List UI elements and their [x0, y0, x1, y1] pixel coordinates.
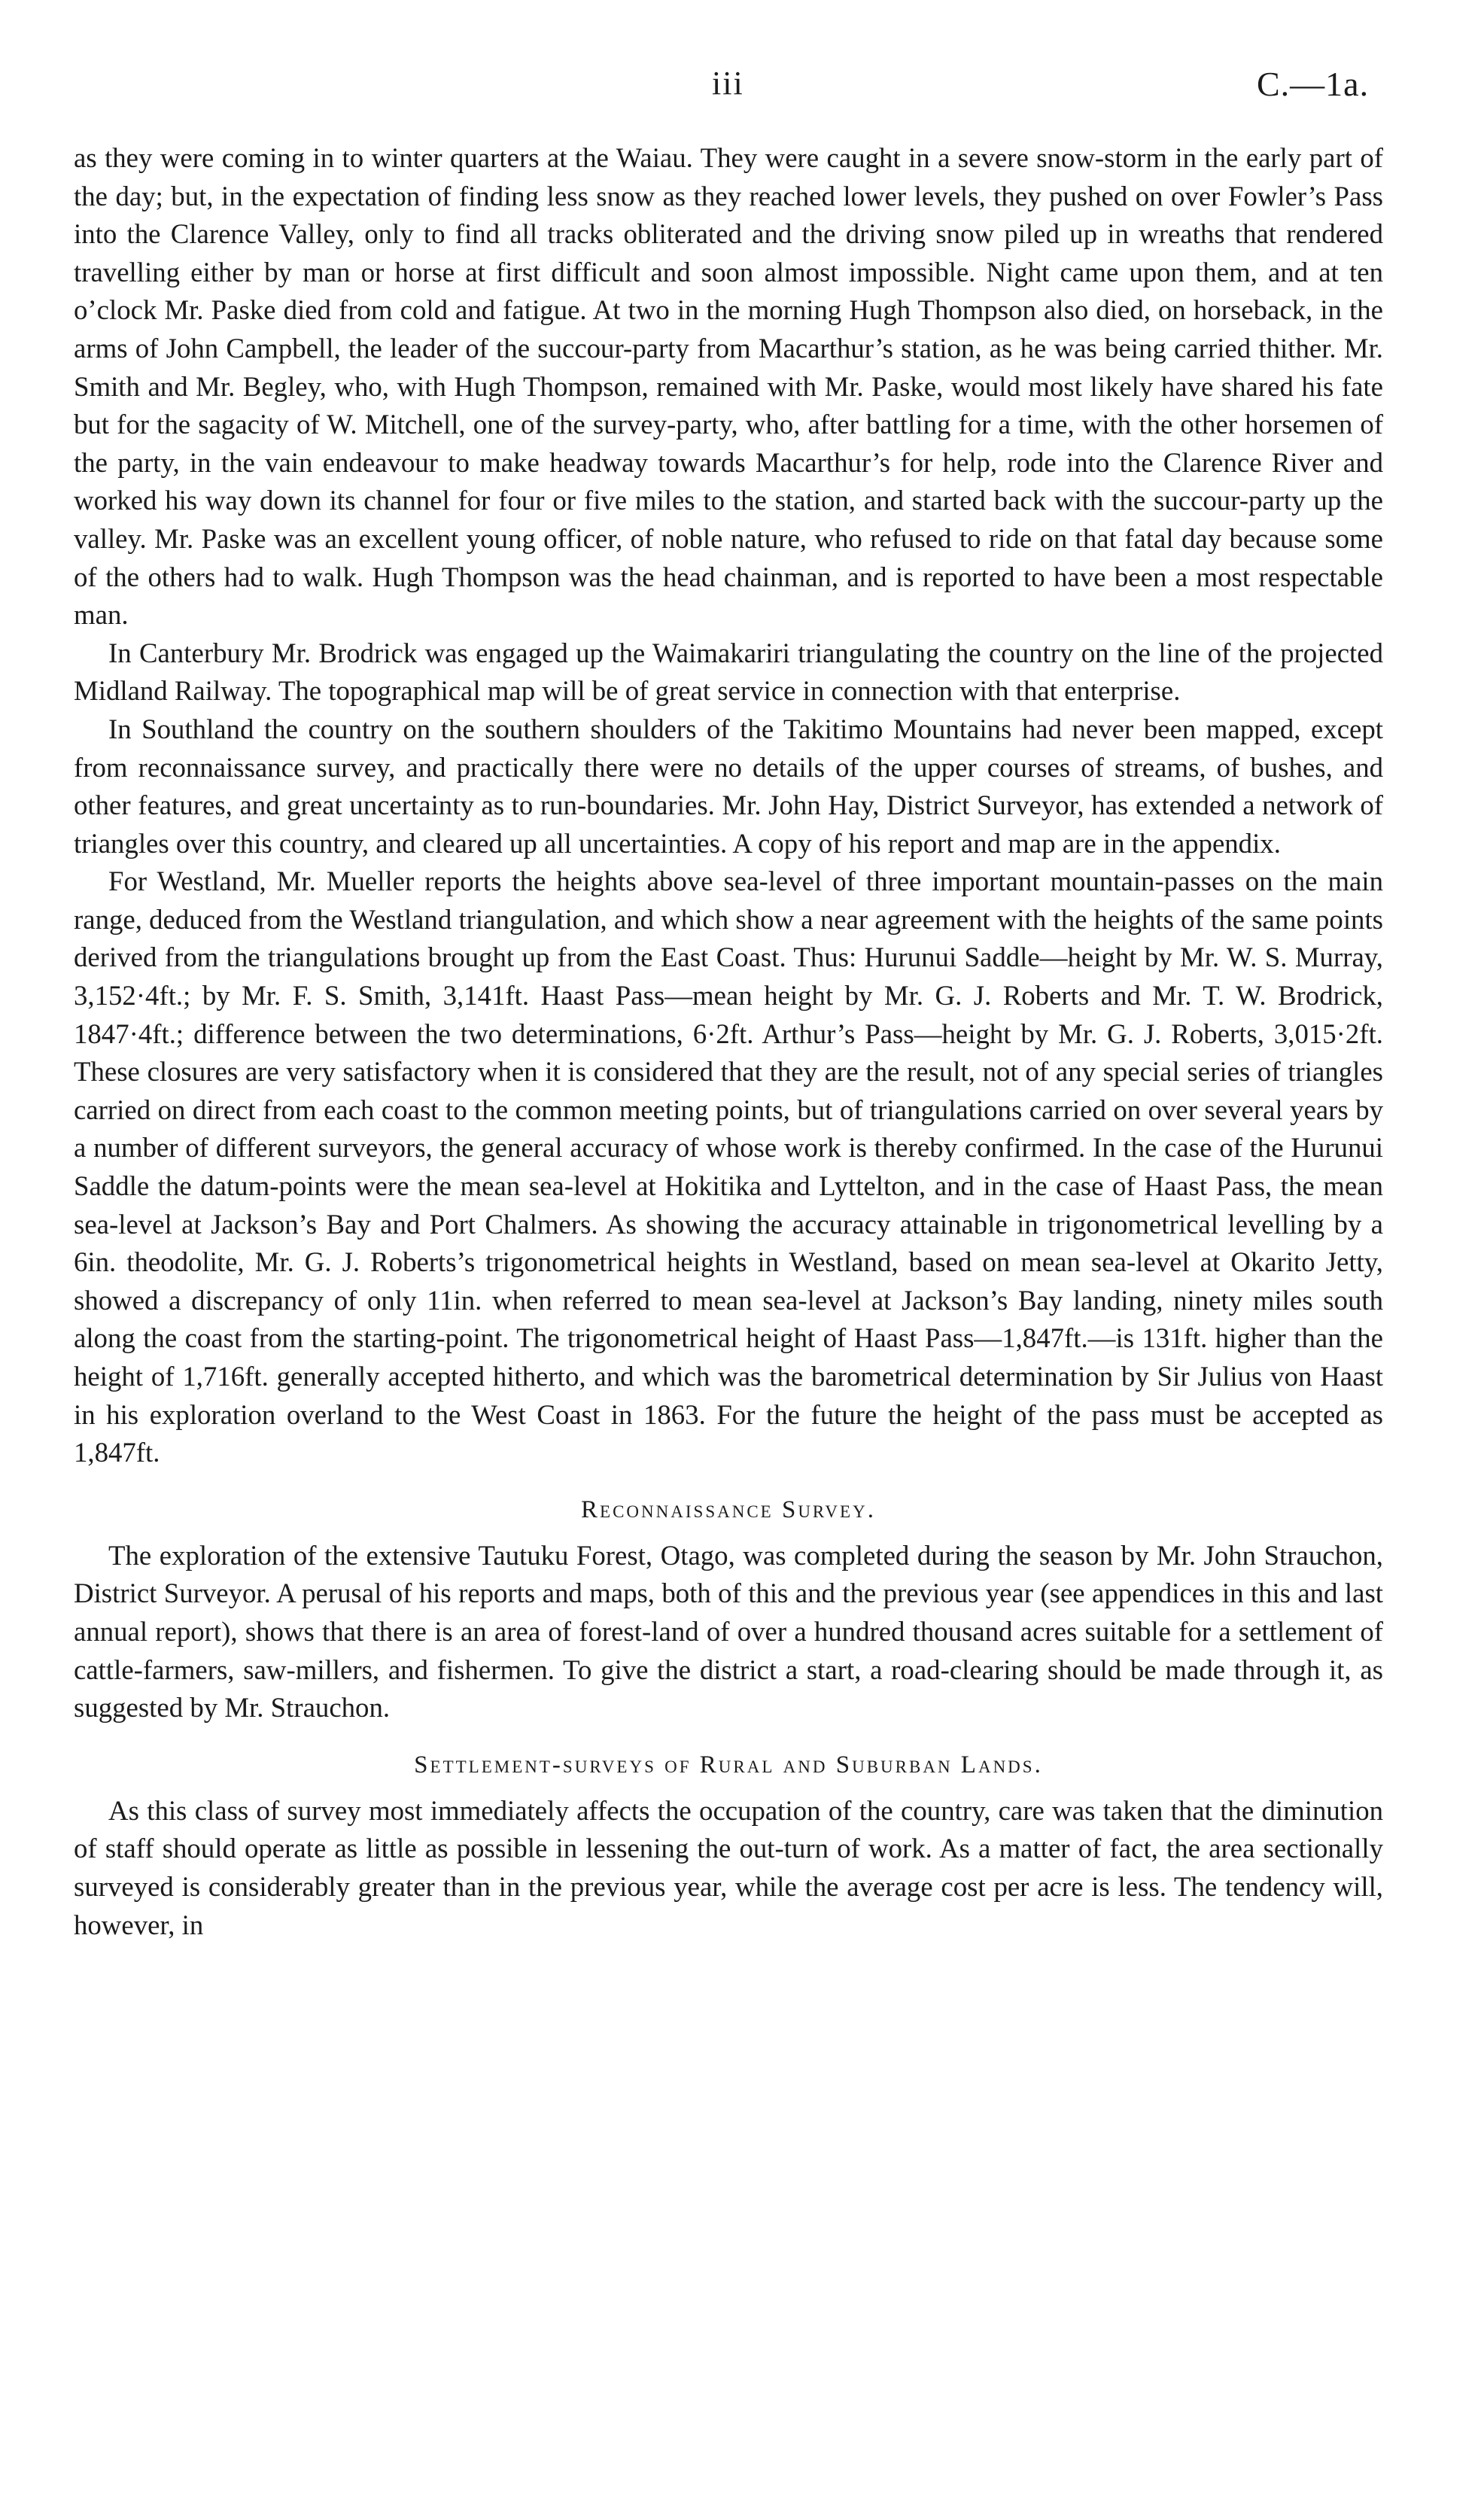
body-text: [74, 139, 1383, 1944]
page-number: iii: [712, 65, 744, 102]
page-header: [0, 64, 1484, 109]
paragraph-tautuku-forest: The exploration of the extensive Tautuku Forest, Otago, was completed during the season by Mr. John Strauchon, District Surveyor. A perusal of his reports and maps, both of this and the previous year (see appendices in this and last annual report), shows that there is an area of forest-land of over a hundred thousand acres suitable for a settlement of cattle-farmers, saw-millers, and fishermen. To give the district a start, a road-clearing should be made through it, as suggested by Mr. Strauchon.: [74, 1539, 1383, 1724]
paragraph-paske-accident: as they were coming in to winter quarters at the Waiau. They were caught in a severe snow-storm in the early part of the day; but, in the expectation of finding less snow as they reached lower levels, they pushed on over Fowler’s Pass into the Clarence Valley, only to find all tracks obliterated and the driving snow piled up in wreaths that rendered travelling either by man or horse at first difficult and soon almost impossible. Night came upon them, and at ten o’clock Mr. Paske died from cold and fatigue. At two in the morning Hugh Thompson also died, on horseback, in the arms of John Campbell, the leader of the succour-party from Macarthur’s station, as he was being carried thither. Mr. Smith and Mr. Begley, who, with Hugh Thompson, remained with Mr. Paske, would most likely have shared his fate but for the sagacity of W. Mitchell, one of the survey-party, who, after battling for a time, with the other horsemen of the party, in the vain endeavour to make headway towards Macarthur’s for help, rode into the Clarence River and worked his way down its channel for four or five miles to the station, and started back with the succour-party up the valley. Mr. Paske was an excellent young officer, of noble nature, who refused to ride on that fatal day because some of the others had to walk. Hugh Thompson was the head chainman, and is reported to have been a most respectable man.: [74, 142, 1383, 631]
paragraph-settlement-surveys: As this class of survey most immediately affects the occupation of the country, care was taken that the diminution of staff should operate as little as possible in lessening the out-turn of work. As a matter of fact, the area sectionally surveyed is considerably greater than in the previous year, while the average cost per acre is less. The tendency will, however, in: [74, 1794, 1383, 1940]
paragraph-southland: In Southland the country on the southern shoulders of the Takitimo Mountains had never been mapped, except from reconnaissance survey, and practically there were no details of the upper courses of streams, of bushes, and other features, and great uncertainty as to run-boundaries. Mr. John Hay, District Surveyor, has extended a network of triangles over this country, and cleared up all uncertainties. A copy of his report and map are in the appendix.: [74, 713, 1383, 859]
paragraph-canterbury: In Canterbury Mr. Brodrick was engaged up the Waimakariri triangulating the country on the line of the projected Midland Railway. The topographical map will be of great service in connection with that enterprise.: [74, 637, 1383, 707]
heading-settlement-surveys: Settlement-surveys of Rural and Suburban Lands.: [414, 1751, 1043, 1778]
paragraph-westland: For Westland, Mr. Mueller reports the heights above sea-level of three important mountain-passes on the main range, deduced from the Westland triangulation, and which show a near agreement with the heights of the same points derived from the triangulations brought up from the East Coast. Thus: Hurunui Saddle—height by Mr. W. S. Murray, 3,152·4ft.; by Mr. F. S. Smith, 3,141ft. Haast Pass—mean height by Mr. G. J. Roberts and Mr. T. W. Brodrick, 1847·4ft.; difference between the two determinations, 6·2ft. Arthur’s Pass—height by Mr. G. J. Roberts, 3,015·2ft. These closures are very satisfactory when it is considered that they are the result, not of any special series of triangles carried on direct from each coast to the common meeting points, but of triangulations carried on over several years by a number of different surveyors, the general accuracy of whose work is thereby confirmed. In the case of the Hurunui Saddle the datum-points were the mean sea-level at Hokitika and Lyttelton, and in the case of Haast Pass, the mean sea-level at Jackson’s Bay and Port Chalmers. As showing the accuracy attainable in trigonometrical levelling by a 6in. theodolite, Mr. G. J. Roberts’s trigonometrical heights in Westland, based on mean sea-level at Okarito Jetty, showed a discrepancy of only 11in. when referred to mean sea-level at Jackson’s Bay landing, ninety miles south along the coast from the starting-point. The trigonometrical height of Haast Pass—1,847ft.—is 131ft. higher than the height of 1,716ft. generally accepted hitherto, and which was the barometrical determination by Sir Julius von Haast in his exploration overland to the West Coast in 1863. For the future the height of the pass must be accepted as 1,847ft.: [74, 866, 1383, 1468]
heading-reconnaissance-survey: Reconnaissance Survey.: [581, 1495, 876, 1523]
document-reference: C.—1a.: [1257, 65, 1370, 103]
